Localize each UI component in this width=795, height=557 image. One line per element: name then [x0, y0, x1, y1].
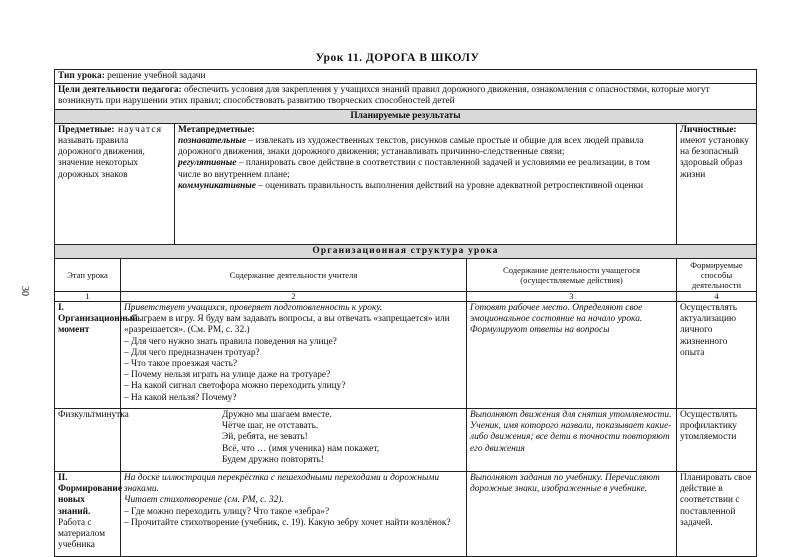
student-line: Выполняют задания по учебнику. Перечисляют дорожные знаки, изображенные в учебнике. — [470, 473, 660, 495]
meta-term-regulatory: регулятивные — [178, 158, 237, 169]
meta-term-communicative: коммуникативные — [178, 180, 256, 191]
meta-item-communicative — [178, 181, 673, 192]
structure-title-text: Организационная структура урока — [312, 245, 499, 256]
header-row — [55, 259, 757, 292]
lesson-type-row — [55, 70, 757, 84]
teacher-line: – Для чего предназначен тротуар? — [124, 347, 260, 358]
subject-results-text: называть правила дорожного движения, значение некоторых дорожных знаков — [58, 136, 145, 180]
teacher-cell — [121, 409, 467, 472]
poem-line: Чётче шаг, не отставать. — [222, 421, 319, 432]
column-number-1: 1 — [55, 292, 121, 302]
goals-label: Цели деятельности педагога: — [58, 85, 182, 96]
header-stage: Этап урока — [55, 259, 121, 292]
student-line: Выполняют движения для снятия утомляемости. — [470, 410, 672, 421]
teacher-line: – На какой сигнал светофора можно переходить улицу? — [124, 381, 346, 392]
lesson-title: Урок 11. ДОРОГА В ШКОЛУ — [315, 52, 480, 64]
header-student: Содержание деятельности учащегося (осуществляемые действия) — [467, 259, 677, 292]
table-row — [55, 472, 757, 557]
teacher-line: – На какой нельзя? Почему? — [124, 392, 237, 403]
stage-cell — [55, 409, 129, 472]
planned-results-title-row — [55, 109, 757, 123]
table-row — [55, 302, 757, 409]
poem-line: Всё, что … (имя ученика) нам покажет, — [222, 443, 380, 454]
planned-results-row — [55, 123, 757, 244]
methods-text: Осуществлять актуализацию личного жизненного опыта — [680, 303, 738, 358]
subject-results-label: Предметные: — [58, 124, 115, 135]
structure-title — [55, 244, 757, 258]
student-line: Готовят рабочее место. Определяют свое эмоциональное состояние на начало урока. Формулируют ответы на вопросы — [470, 303, 643, 336]
teacher-instruction: Приветствует учащихся, проверяет подготовленность к уроку. — [124, 303, 383, 314]
personal-results-text: имеют установку на безопасный здоровый образ жизни — [680, 136, 749, 180]
column-number-row — [55, 292, 757, 302]
stage-cell — [55, 472, 121, 557]
table-row — [55, 409, 757, 472]
teacher-line: – Где можно переходить улицу? Что такое «зебра»? — [124, 506, 330, 517]
poem-line: Эй, ребята, не зевать! — [222, 432, 308, 443]
personal-results-cell — [677, 123, 757, 244]
goals-row — [55, 84, 757, 109]
student-cell — [467, 409, 677, 472]
goals-value: обеспечить условия для закрепления у учащихся знаний правил дорожного движения, ознакомления с опасностями, которые могут возникнуть при нарушении этих правил; способствовать развитию творческих способностей детей — [58, 85, 710, 107]
meta-term-cognitive: познавательные — [178, 136, 247, 147]
meta-text-regulatory: – планировать свое действие в соответствии с поставленной задачей и условиями ее реализации, в том числе во внутреннем плане; — [178, 158, 650, 180]
teacher-line: – Прочитайте стихотворение (учебник, с. 19). Какую зебру хочет найти козлёнок? — [124, 517, 451, 528]
column-number-3: 3 — [467, 292, 677, 302]
stage-subtitle: Физкультминутка — [58, 410, 129, 421]
methods-cell — [677, 472, 757, 557]
teacher-line: – Что такое проезжая часть? — [124, 359, 238, 370]
lesson-plan-table — [54, 69, 757, 557]
meta-text-communicative: – оценивать правильность выполнения действий на уровне адекватной ретроспективной оценки — [255, 180, 644, 191]
lesson-type-label: Тип урока: — [58, 71, 105, 81]
column-number-2: 2 — [121, 292, 467, 302]
column-number-4: 4 — [677, 292, 757, 302]
meta-results-cell — [175, 123, 677, 244]
student-cell — [467, 472, 677, 557]
methods-text: Планировать свое действие в соответствии с поставленной задачей. — [680, 473, 752, 528]
stage-title: II. Формирование новых знаний. — [58, 473, 122, 517]
student-line: Ученик, имя которого назвали, показывает какие-либо движения; все дети в точности повторяют его движения — [470, 421, 672, 454]
stage-title: I. Организационный момент — [58, 303, 138, 336]
teacher-cell — [121, 472, 467, 557]
header-methods: Формируемые способы деятельности — [677, 259, 757, 292]
teacher-instruction: Читает стихотворение (см. РМ, с. 32). — [124, 495, 284, 506]
header-teacher: Содержание деятельности учителя — [121, 259, 467, 292]
meta-text-cognitive: – извлекать из художественных текстов, рисунков самые простые и общие для всех людей правила дорожного движения, знаки дорожного движения; устанавливать причинно-следственные связи; — [178, 136, 644, 158]
stage-subtitle: Работа с материалом учебника — [58, 517, 106, 551]
poem-line: Будем дружно повторять! — [222, 454, 324, 465]
lesson-type-cell — [55, 70, 757, 84]
teacher-cell — [121, 302, 467, 409]
page-number: 30 — [19, 286, 30, 296]
meta-item-cognitive — [178, 136, 673, 158]
poem-line: Дружно мы шагаем вместе. — [222, 410, 332, 421]
subject-results-lead: научатся — [114, 124, 163, 135]
student-cell — [467, 302, 677, 409]
planned-results-title-text: Планируемые результаты — [350, 110, 461, 121]
methods-text: Осуществлять профилактику утомляемости — [680, 410, 738, 443]
lesson-type-value: решение учебной задачи — [104, 71, 206, 81]
methods-cell — [677, 409, 757, 472]
teacher-line: – Почему нельзя играть на улице даже на тротуаре? — [124, 370, 331, 381]
methods-cell — [677, 302, 757, 409]
goals-cell — [55, 84, 757, 109]
meta-item-regulatory — [178, 158, 673, 180]
teacher-line: – Для чего нужно знать правила поведения на улице? — [124, 336, 337, 347]
meta-results-label: Метапредметные: — [178, 124, 255, 135]
teacher-instruction: На доске иллюстрация перекрёстка с пешеходными переходами и дорожными знаками. — [124, 473, 440, 495]
personal-results-label: Личностные: — [680, 124, 737, 135]
planned-results-title — [55, 109, 757, 123]
stage-cell — [55, 302, 138, 409]
structure-title-row — [55, 244, 757, 258]
subject-results-cell — [55, 123, 175, 244]
teacher-line: – Сыграем в игру. Я буду вам задавать вопросы, а вы отвечать «запрещается» или «разрешается». (См. РМ, с. 32.) — [124, 314, 450, 336]
